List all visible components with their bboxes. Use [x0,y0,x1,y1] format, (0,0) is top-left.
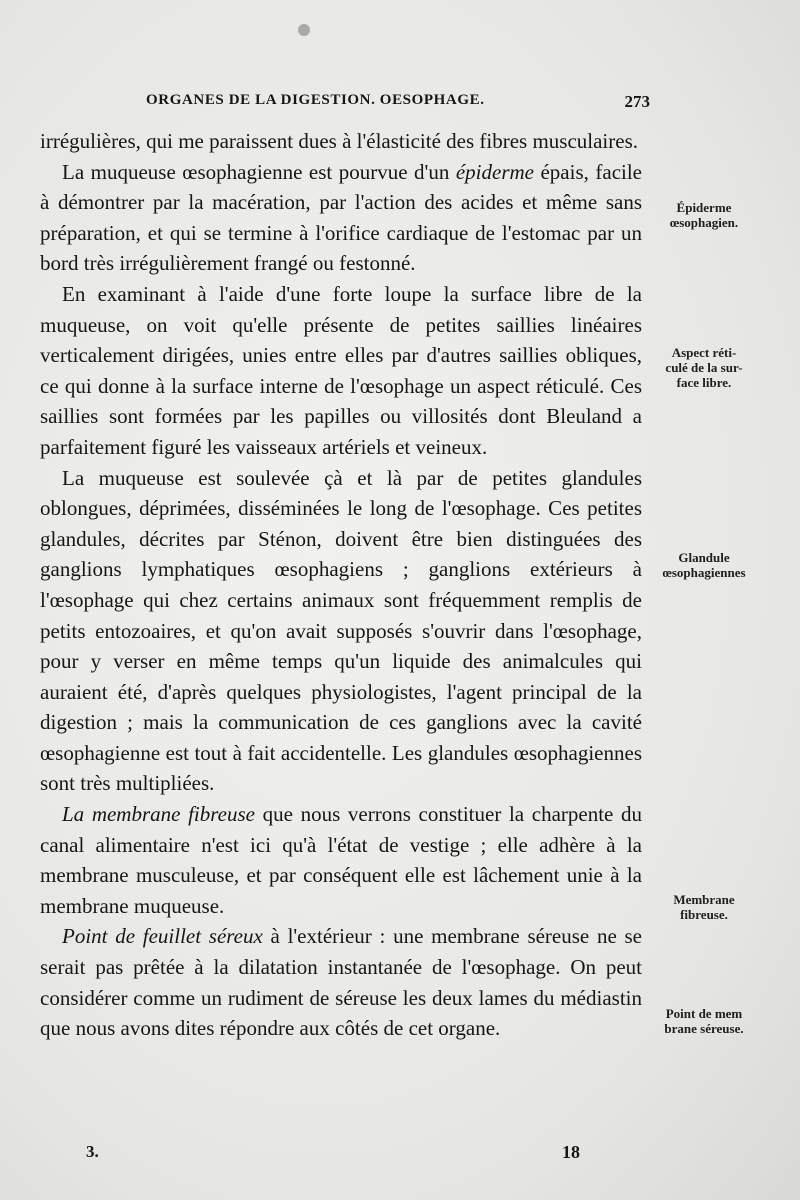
signature-mark: 3. [86,1142,99,1161]
sheet-number: 18 [562,1142,580,1162]
emphasis-membrane-fibreuse: La membrane fibreuse [62,802,255,827]
margin-note-membrane-fibreuse: Membrane fibreuse. [673,892,735,922]
margin-note-feuillet: Point de mem brane séreuse. [664,1006,744,1036]
margin-note-glandules: Glandule œsophagiennes [662,550,746,580]
body-text [40,126,642,1044]
paragraph-2: La muqueuse œsophagienne est pourvue d'un épiderme épais, facile à démontrer par la macération, par l'action des acides et même sans préparation, et qui se termine à l'orifice cardiaque de l'estomac par un bord très irrégulièrement frangé ou festonné. [40,159,642,276]
margin-note-epiderme: Épiderme œsophagien. [669,200,739,230]
paragraph-1: irrégulières, qui me paraissent dues à l'élasticité des fibres musculaires. [40,129,638,153]
margin-note-aspect: Aspect réti- culé de la sur- face libre. [665,345,743,390]
ink-blot [298,24,310,36]
page-number: 273 [624,92,650,111]
paragraph-3: En examinant à l'aide d'une forte loupe la surface libre de la muqueuse, on voit qu'elle présente de petites saillies linéaires verticalement dirigées, unies entre elles par d'autres saillies obliques, ce qui donne à la surface interne de l'œsophage un aspect réticulé. Ces saillies sont formées par les papilles ou villosités dont Bleuland a parfaitement figuré les vaisseaux artériels et veineux. [40,281,642,459]
emphasis-epiderme: épiderme [455,159,534,184]
running-title: ORGANES DE LA DIGESTION. OESOPHAGE. [146,92,485,108]
paragraph-5: La membrane fibreuse que nous verrons constituer la charpente du canal alimentaire n'est ici qu'à l'état de vestige ; elle adhère à la membrane musculeuse, et par conséquent elle est lâchement unie à la membrane muqueuse. [40,802,642,918]
running-header [146,92,650,109]
paragraph-4: La muqueuse est soulevée çà et là par de petites glandules oblongues, déprimées, disséminées le long de l'œsophage. Ces petites glandules, décrites par Sténon, doivent être bien distinguées des ganglions lymphatiques œsophagiens ; ganglions extérieurs à l'œsophage qui chez certains animaux sont fréquemment remplis de petits entozoaires, et qu'on avait supposés s'ouvrir dans l'œsophage, pour y verser en même temps qu'un liquide des animalcules qui auraient été, d'après quelques physiologistes, l'agent principal de la digestion ; mais la communication de ces ganglions avec la cavité œsophagienne est tout à fait accidentelle. Les glandules œsophagiennes sont très multipliées. [40,465,642,796]
emphasis-feuillet-sereux: Point de feuillet séreux [62,924,263,949]
paragraph-6: Point de feuillet séreux à l'extérieur : une membrane séreuse ne se serait pas prêtée à la dilatation instantanée de l'œsophage. On peut considérer comme un rudiment de séreuse les deux lames du médiastin que nous avons dites répondre aux côtés de cet organe. [40,924,642,1041]
